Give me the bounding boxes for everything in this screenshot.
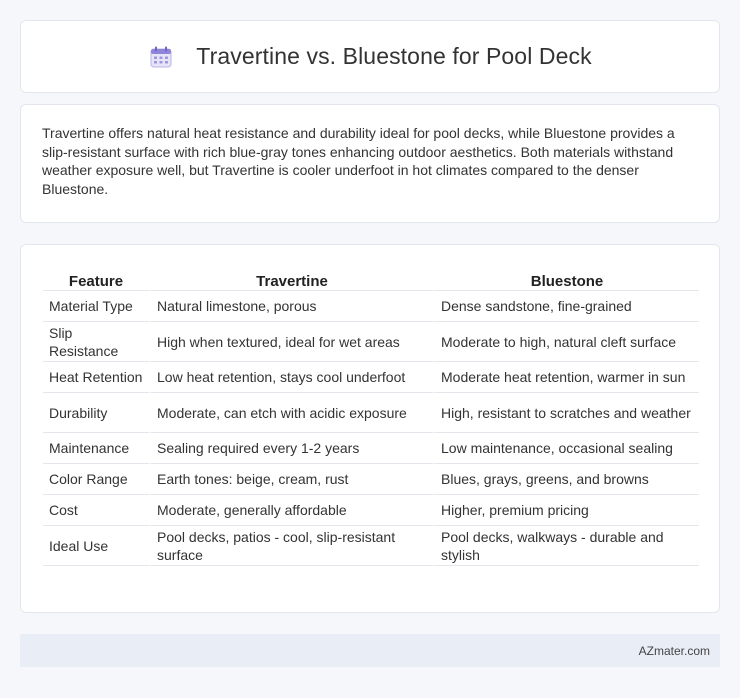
table-row (43, 362, 699, 393)
travertine-cell: Sealing required every 1-2 years (149, 433, 433, 464)
table-row (43, 433, 699, 464)
table-row (43, 464, 699, 495)
comparison-table (43, 267, 699, 566)
travertine-cell: Moderate, can etch with acidic exposure (149, 393, 433, 433)
bluestone-cell: Dense sandstone, fine-grained (433, 291, 699, 322)
travertine-cell: Pool decks, patios - cool, slip-resistant surface (149, 526, 433, 566)
bluestone-cell: Moderate heat retention, warmer in sun (433, 362, 699, 393)
travertine-cell: Earth tones: beige, cream, rust (149, 464, 433, 495)
table-header-row (43, 267, 699, 291)
table-row (43, 393, 699, 433)
feature-cell: Cost (43, 495, 149, 526)
title-card (20, 20, 720, 93)
intro-paragraph: Travertine offers natural heat resistance and durability ideal for pool decks, while Bluestone provides a slip-resistant surface with rich blue-gray tones enhancing outdoor aesthetics. Both materials withstand weather exposure well, but Travertine is cooler underfoot in hot climates compared to the denser Bluestone. (42, 125, 675, 197)
bluestone-cell: High, resistant to scratches and weather (433, 393, 699, 433)
travertine-cell: Natural limestone, porous (149, 291, 433, 322)
travertine-cell: Moderate, generally affordable (149, 495, 433, 526)
travertine-cell: Low heat retention, stays cool underfoot (149, 362, 433, 393)
table-row (43, 322, 699, 362)
bluestone-cell: Moderate to high, natural cleft surface (433, 322, 699, 362)
feature-cell: Durability (43, 393, 149, 433)
calendar-icon (148, 44, 174, 70)
header-feature: Feature (43, 267, 149, 291)
bluestone-cell: Higher, premium pricing (433, 495, 699, 526)
bluestone-cell: Low maintenance, occasional sealing (433, 433, 699, 464)
table-row (43, 526, 699, 566)
feature-cell: Ideal Use (43, 526, 149, 566)
feature-cell: Heat Retention (43, 362, 149, 393)
page-title: Travertine vs. Bluestone for Pool Deck (196, 43, 592, 69)
feature-cell: Color Range (43, 464, 149, 495)
bluestone-cell: Pool decks, walkways - durable and stylish (433, 526, 699, 566)
table-row (43, 495, 699, 526)
intro-card (20, 104, 720, 223)
feature-cell: Slip Resistance (43, 322, 149, 362)
footer (20, 634, 720, 667)
travertine-cell: High when textured, ideal for wet areas (149, 322, 433, 362)
table-row (43, 291, 699, 322)
feature-cell: Maintenance (43, 433, 149, 464)
feature-cell: Material Type (43, 291, 149, 322)
title-wrap (148, 43, 591, 70)
comparison-table-card (20, 244, 720, 613)
bluestone-cell: Blues, grays, greens, and browns (433, 464, 699, 495)
footer-brand[interactable]: AZmater.com (638, 643, 710, 658)
header-travertine: Travertine (149, 267, 433, 291)
header-bluestone: Bluestone (433, 267, 699, 291)
